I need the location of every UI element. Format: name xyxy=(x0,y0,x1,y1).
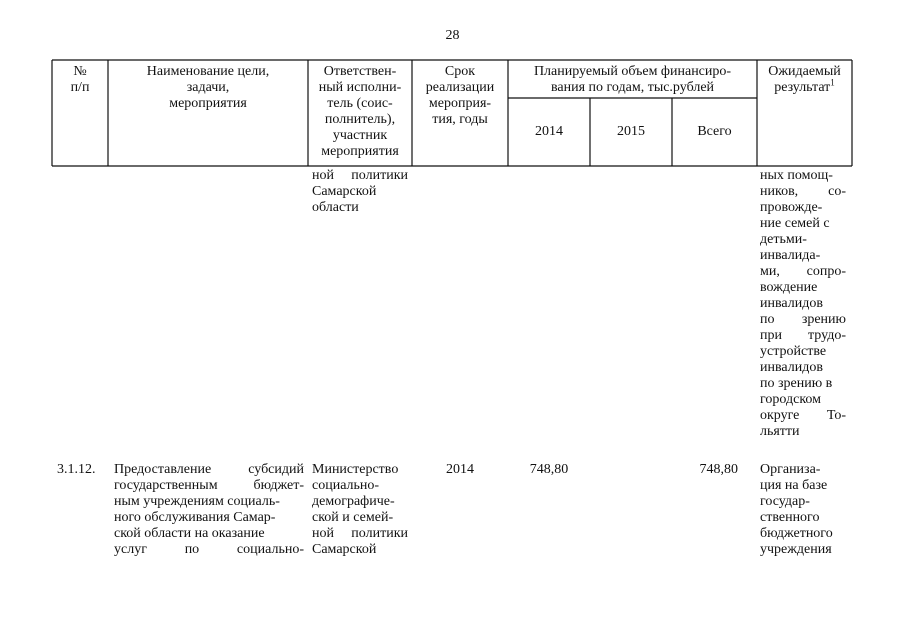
text-line: провожде- xyxy=(760,200,823,215)
text-line: округе То- xyxy=(760,408,846,423)
text-line: ской и семей- xyxy=(312,510,394,525)
text-line: социально- xyxy=(312,478,380,493)
text-line: услуг по социально- xyxy=(114,542,304,557)
row-name-text xyxy=(114,462,304,558)
row-executor-text xyxy=(312,462,408,558)
text-line: ние семей с xyxy=(760,216,830,231)
header-num: № п/п xyxy=(70,64,90,95)
text-line: ного обслуживания Самар- xyxy=(114,510,276,525)
header-funding: Планируемый объем финансиро- вания по годам, тыс.рублей xyxy=(533,64,732,95)
text-line: Самарской xyxy=(312,184,377,199)
text-line: Предоставление субсидий xyxy=(114,462,304,477)
header-result: Ожидаемый результат$^1$ xyxy=(768,64,841,95)
text-line: льятти xyxy=(760,424,800,439)
text-line: ной политики xyxy=(312,526,408,541)
text-line: ников, со- xyxy=(760,184,846,199)
text-line: вождение xyxy=(760,280,818,295)
text-line: ным учреждениям социаль- xyxy=(114,494,280,509)
row-total: 748,80 xyxy=(699,462,738,477)
header-name: Наименование цели, задачи, мероприятия xyxy=(146,64,270,111)
text-line: инвалидов xyxy=(760,360,823,375)
text-line: детьми- xyxy=(760,232,807,247)
text-line: Министерство xyxy=(312,462,399,477)
text-line: Организа- xyxy=(760,462,821,477)
text-line: устройстве xyxy=(760,344,827,359)
text-line: области xyxy=(312,200,359,215)
text-line: инвалидов xyxy=(760,296,823,311)
text-line: бюджетного xyxy=(760,526,833,541)
text-line: по зрению в xyxy=(760,376,833,391)
text-line: ных помощ- xyxy=(760,168,833,183)
text-line: при трудо- xyxy=(760,328,846,343)
text-line: государственным бюджет- xyxy=(114,478,304,493)
text-line: ция на базе xyxy=(760,478,828,493)
text-line: городском xyxy=(760,392,822,407)
header-total: Всего xyxy=(697,124,732,139)
text-line: демографиче- xyxy=(312,494,395,509)
row-term: 2014 xyxy=(446,462,474,477)
header-term: Срок реализации мероприя- тия, годы xyxy=(425,64,495,127)
header-2015: 2015 xyxy=(617,124,645,139)
row-num: 3.1.12. xyxy=(57,462,96,477)
text-line: по зрению xyxy=(760,312,846,327)
text-line: государ- xyxy=(760,494,810,509)
page-number: 28 xyxy=(445,28,460,43)
text-line: ми, сопро- xyxy=(760,264,846,279)
text-line: инвалида- xyxy=(760,248,821,263)
cont-result-text xyxy=(760,168,846,440)
text-line: учреждения xyxy=(760,542,832,557)
cont-executor-text xyxy=(312,168,408,216)
footnote-mark: 1 xyxy=(830,77,835,88)
header-2014: 2014 xyxy=(535,124,563,139)
row-2014: 748,80 xyxy=(529,462,569,477)
row-result-text xyxy=(760,462,846,558)
text-line: ской области на оказание xyxy=(114,526,265,541)
text-line: ственного xyxy=(760,510,820,525)
header-executor: Ответствен- ный исполни- тель (соис- полнитель), участник мероприятия xyxy=(318,64,402,159)
text-line: ной политики xyxy=(312,168,408,183)
text-line: Самарской xyxy=(312,542,377,557)
